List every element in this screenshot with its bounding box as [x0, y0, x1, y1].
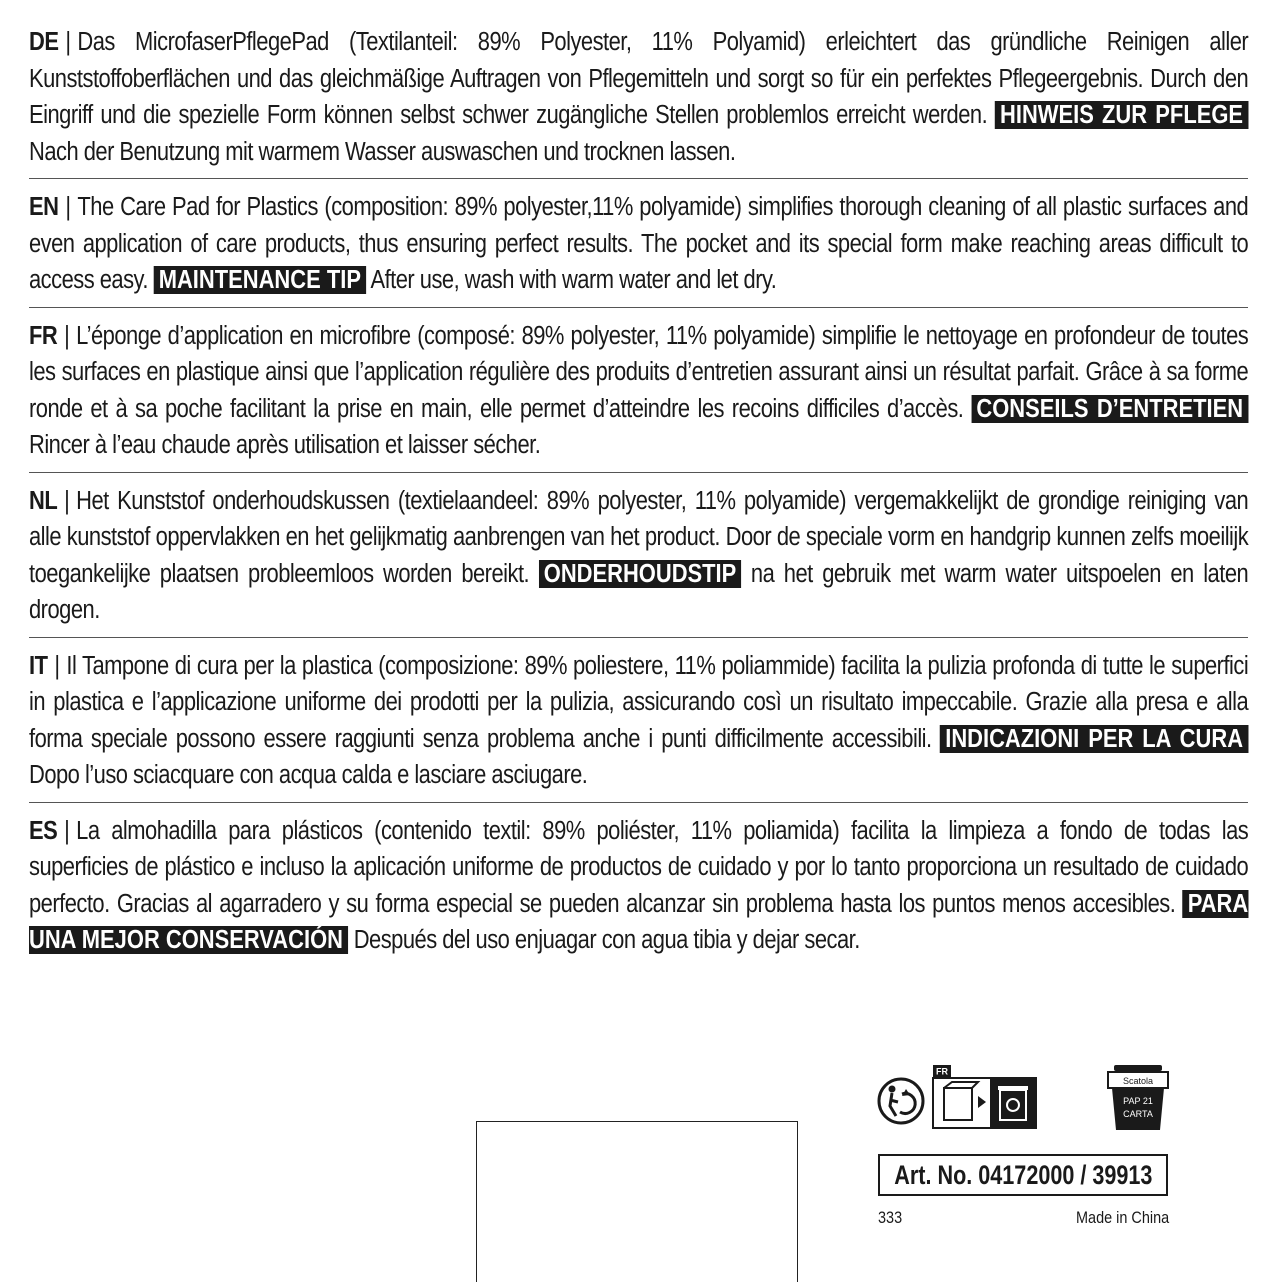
section-text: La almohadilla para plásticos (contenido textil: 89% poliéster, 11% poliamida) facilita la limpieza a fondo de todas las superficies de plástico e incluso la aplicación uniforme de productos de cuidado y por lo tanto proporciona un resultado de cuidado perfecto. Gracias al agarradero y su forma especial se pueden alcanzar sin problema hasta los puntos menos accesibles.	[29, 816, 1249, 918]
section-paragraph: NL | Het Kunststof onderhoudskussen (textielaandeel: 89% polyester, 11% polyamide) vergemakkelijkt de grondige reiniging van alle kunststof oppervlakken en het gelijkmatig aanbrengen van het product. Door de speciale vorm en handgrip kunnen zelfs moeilijk toegankelijke plaatsen probleemloos worden bereikt. ONDERHOUDSTIP na het gebruik met warm water uitspoelen en laten drogen.	[29, 486, 1249, 624]
section-text: Das MicrofaserPflegePad (Textilanteil: 89% Polyester, 11% Polyamid) erleichtert das gründliche Reinigen aller Kunststoffoberflächen und das gleichmäßige Auftragen von Pflegemitteln und sorgt so für ein perfektes Pflegeergebnis. Durch den Eingriff und die spezielle Form können selbst schwer zugängliche Stellen problemlos erreicht werden.	[29, 28, 1249, 129]
care-tip-text: Dopo l’uso sciacquare con acqua calda e lasciare asciugare.	[29, 761, 588, 789]
section-paragraph: FR | L’éponge d’application en microfibre (composé: 89% polyester, 11% polyamide) simplifie le nettoyage en profondeur de toutes les surfaces en plastique ainsi que l’application régulière des produits d’entretien assurant ainsi un résultat parfait. Grâce à sa forme ronde et à sa poche facilitant la prise en main, elle permet d’atteindre les recoins difficiles d’accès. CONSEILS D’ENTRETIEN Rincer à l’eau chaude après utilisation et laisser sécher.	[29, 321, 1249, 459]
language-code: NL	[29, 486, 58, 515]
divider	[29, 637, 1248, 638]
care-tip-text: na het gebruik met warm water uitspoelen en laten drogen.	[29, 559, 1249, 624]
language-code: EN	[29, 193, 59, 221]
language-code: IT	[29, 651, 48, 680]
divider	[29, 802, 1248, 803]
divider	[29, 307, 1248, 308]
article-number-box	[878, 1154, 1168, 1196]
section-de	[29, 24, 1248, 170]
sorting-info-icon	[932, 1064, 1038, 1130]
section-paragraph: DE | Das MicrofaserPflegePad (Textilanteil: 89% Polyester, 11% Polyamid) erleichtert das gründliche Reinigen aller Kunststoffoberflächen und das gleichmäßige Auftragen von Pflegemitteln und sorgt so für ein perfektes Pflegeergebnis. Durch den Eingriff und die spezielle Form können selbst schwer zugängliche Stellen problemlos erreicht werden. HINWEIS ZUR PFLEGE Nach der Benutzung mit warmem Wasser auswaschen und trocknen lassen.	[29, 28, 1249, 166]
country-of-origin: Made in China	[1076, 1208, 1170, 1227]
care-tip-text: Rincer à l’eau chaude après utilisation et laisser sécher.	[29, 431, 541, 459]
language-code: FR	[29, 321, 58, 350]
language-code: DE	[29, 28, 59, 56]
section-fr	[29, 318, 1248, 464]
carton-bin-icon	[1106, 1064, 1170, 1132]
divider	[29, 178, 1248, 179]
care-tip-text: Después del uso enjuagar con agua tibia y dejar secar.	[353, 926, 860, 954]
section-paragraph: EN | The Care Pad for Plastics (composition: 89% polyester,11% polyamide) simplifies thorough cleaning of all plastic surfaces and even application of care products, thus ensuring perfect results. The pocket and its special form make reaching areas difficult to access easy. MAINTENANCE TIP After use, wash with warm water and let dry.	[29, 193, 1249, 294]
info-label: FR	[936, 1066, 948, 1077]
bin-label: Scatola	[1122, 1076, 1154, 1086]
section-paragraph: ES | La almohadilla para plásticos (contenido textil: 89% poliéster, 11% poliamida) facilita la limpieza a fondo de todas las superficies de plástico e incluso la aplicación uniforme de productos de cuidado y por lo tanto proporciona un resultado de cuidado perfecto. Gracias al agarradero y su forma especial se pueden alcanzar sin problema hasta los puntos menos accesibles. PARA UNA MEJOR CONSERVACIÓN Después del uso enjuagar con agua tibia y dejar secar.	[29, 816, 1249, 954]
care-tip-label: HINWEIS ZUR PFLEGE	[995, 101, 1248, 129]
care-tip-label: ONDERHOUDSTIP	[539, 560, 742, 588]
product-description	[29, 24, 1248, 959]
language-code: ES	[29, 816, 58, 845]
blank-label-box	[476, 1121, 798, 1282]
bin-material: CARTA	[1123, 1109, 1153, 1119]
section-nl	[29, 483, 1248, 629]
section-paragraph: IT | Il Tampone di cura per la plastica (composizione: 89% poliestere, 11% poliammide) facilita la pulizia profonda di tutte le superfici in plastica e l’applicazione uniforme dei prodotti per la pulizia, assicurando così un risultato impeccabile. Grazie alla presa e alla forma speciale possono essere raggiunti senza problema anche i punti difficilmente accessibili. INDICAZIONI PER LA CURA Dopo l’uso sciacquare con acqua calda e lasciare asciugare.	[29, 651, 1249, 789]
article-number: Art. No. 04172000 / 39913	[893, 1159, 1153, 1190]
care-tip-label: PARA UNA MEJOR CONSERVACIÓN	[29, 889, 1249, 954]
section-en	[29, 189, 1248, 299]
triman-recycling-icon	[876, 1076, 926, 1126]
care-tip-label: CONSEILS D’ENTRETIEN	[971, 395, 1248, 423]
divider	[29, 472, 1248, 473]
section-text: Il Tampone di cura per la plastica (composizione: 89% poliestere, 11% poliammide) facilita la pulizia profonda di tutte le superfici in plastica e l’applicazione uniforme dei prodotti per la pulizia, assicurando così un risultato impeccabile. Grazie alla presa e alla forma speciale possono essere raggiunti senza problema anche i punti difficilmente accessibili.	[29, 651, 1249, 753]
section-text: Het Kunststof onderhoudskussen (textielaandeel: 89% polyester, 11% polyamide) vergemakkelijkt de grondige reiniging van alle kunststof oppervlakken en het gelijkmatig aanbrengen van het product. Door de speciale vorm en handgrip kunnen zelfs moeilijk toegankelijke plaatsen probleemloos worden bereikt.	[29, 486, 1249, 588]
bin-code: PAP 21	[1123, 1096, 1153, 1106]
section-text: The Care Pad for Plastics (composition: 89% polyester,11% polyamide) simplifies thorough cleaning of all plastic surfaces and even application of care products, thus ensuring perfect results. The pocket and its special form make reaching areas difficult to access easy.	[29, 193, 1249, 294]
product-code: 333	[878, 1208, 903, 1227]
section-es	[29, 813, 1248, 959]
care-tip-label: INDICAZIONI PER LA CURA	[940, 725, 1248, 753]
care-tip-text: Nach der Benutzung mit warmem Wasser auswaschen und trocknen lassen.	[29, 137, 736, 166]
section-it	[29, 648, 1248, 794]
section-text: L’éponge d’application en microfibre (composé: 89% polyester, 11% polyamide) simplifie le nettoyage en profondeur de toutes les surfaces en plastique ainsi que l’application régulière des produits d’entretien assurant ainsi un résultat parfait. Grâce à sa forme ronde et à sa poche facilitant la prise en main, elle permet d’atteindre les recoins difficiles d’accès.	[29, 321, 1249, 423]
care-tip-text: After use, wash with warm water and let dry.	[370, 266, 777, 294]
care-tip-label: MAINTENANCE TIP	[154, 266, 367, 294]
